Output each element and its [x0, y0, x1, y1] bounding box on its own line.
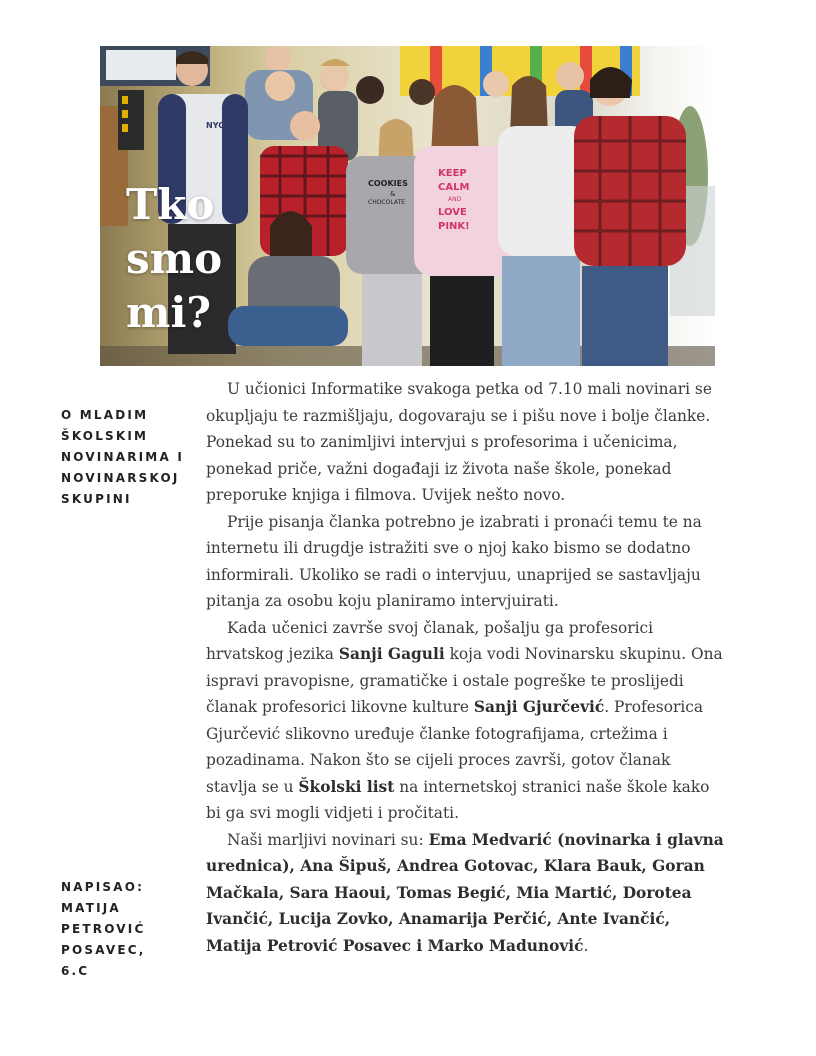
school-magazine-name: Školski list	[298, 777, 395, 796]
nyc-shirt-text: NYC	[206, 121, 225, 130]
title-line: smo	[126, 234, 223, 283]
keep-shirt-text-3: AND	[448, 196, 462, 203]
author-line: NAPISAO:	[61, 880, 145, 894]
article-body	[206, 376, 726, 959]
keep-shirt-text-5: PINK!	[438, 221, 470, 232]
keep-shirt-text-2: CALM	[438, 182, 470, 193]
cookies-shirt-text-3: CHOCOLATE	[368, 199, 405, 206]
article-paragraph: U učionici Informatike svakoga petka od 7.10 mali novinari se okupljaju te razmišljaju, dogovaraju se i pišu nove i bolje članke. Ponekad su to zanimljivi intervjui s profesorima i učenicima, ponekad priče, važni događaji iz života naše škole, ponekad preporuke knjiga i filmova. Uvijek nešto novo.	[206, 380, 712, 504]
keep-shirt-text-4: LOVE	[438, 207, 467, 218]
topic-line: ŠKOLSKIM	[61, 429, 149, 443]
teacher-name-gjurcevic: Sanji Gjurčević	[473, 698, 605, 716]
keep-shirt-text-1: KEEP	[438, 168, 467, 179]
topic-line: NOVINARSKOJ	[61, 471, 180, 485]
title-line: Tko	[126, 180, 215, 229]
paragraph-text: .	[583, 936, 589, 955]
author-label	[61, 877, 201, 982]
author-line: POSAVEC,	[61, 943, 146, 957]
topic-line: SKUPINI	[61, 492, 132, 506]
paragraph-text: Kada učenici završe svoj članak, pošalju ga profesorici hrvatskog jezika	[206, 618, 654, 663]
article-paragraph	[206, 615, 726, 827]
paragraph-text: . Profesorica Gjurčević slikovno uređuje članke fotografijama, crtežima i pozadinama. Nakon što se cijeli proces završi, gotov članak stavlja se u	[206, 698, 704, 796]
paragraph-text: na internetskoj stranici naše škole kako bi ga svi mogli vidjeti i pročitati.	[206, 777, 710, 822]
author-line: 6.C	[61, 964, 90, 978]
author-line: PETROVIĆ	[61, 922, 146, 936]
paragraph-text: koja vodi Novinarsku skupinu. Ona ispravi pravopisne, gramatičke i ostale pogreške te proslijedi članak profesorici likovne kulture	[206, 645, 723, 716]
journalist-names: Ema Medvarić (novinarka i glavna urednica), Ana Šipuš, Andrea Gotovac, Klara Bauk, Goran Mačkala, Sara Haoui, Tomas Begić, Mia Martić, Dorotea Ivančić, Lucija Zovko, Anamarija Perčić, Ante Ivančić, Matija Petrović Posavec i Marko Madunović	[206, 830, 724, 955]
cookies-shirt-text-1: COOKIES	[368, 179, 408, 188]
topic-line: O MLADIM	[61, 408, 149, 422]
cookies-shirt-text-2: &	[390, 190, 396, 198]
author-line: MATIJA	[61, 901, 121, 915]
page-title	[126, 178, 266, 340]
paragraph-text: Naši marljivi novinari su:	[227, 830, 429, 849]
topic-line: NOVINARIMA I	[61, 450, 184, 464]
teacher-name-gagula: Sanji Gaguli	[338, 645, 445, 663]
article-paragraph	[206, 827, 726, 960]
topic-label	[61, 405, 201, 510]
title-line: mi?	[126, 288, 212, 337]
article-paragraph: Prije pisanja članka potrebno je izabrati i pronaći temu te na internetu ili drugdje istražiti sve o njoj kako bismo se dodatno informirali. Ukoliko se radi o intervjuu, unaprijed se sastavljaju pitanja za osobu koju planiramo intervjuirati.	[206, 512, 702, 610]
